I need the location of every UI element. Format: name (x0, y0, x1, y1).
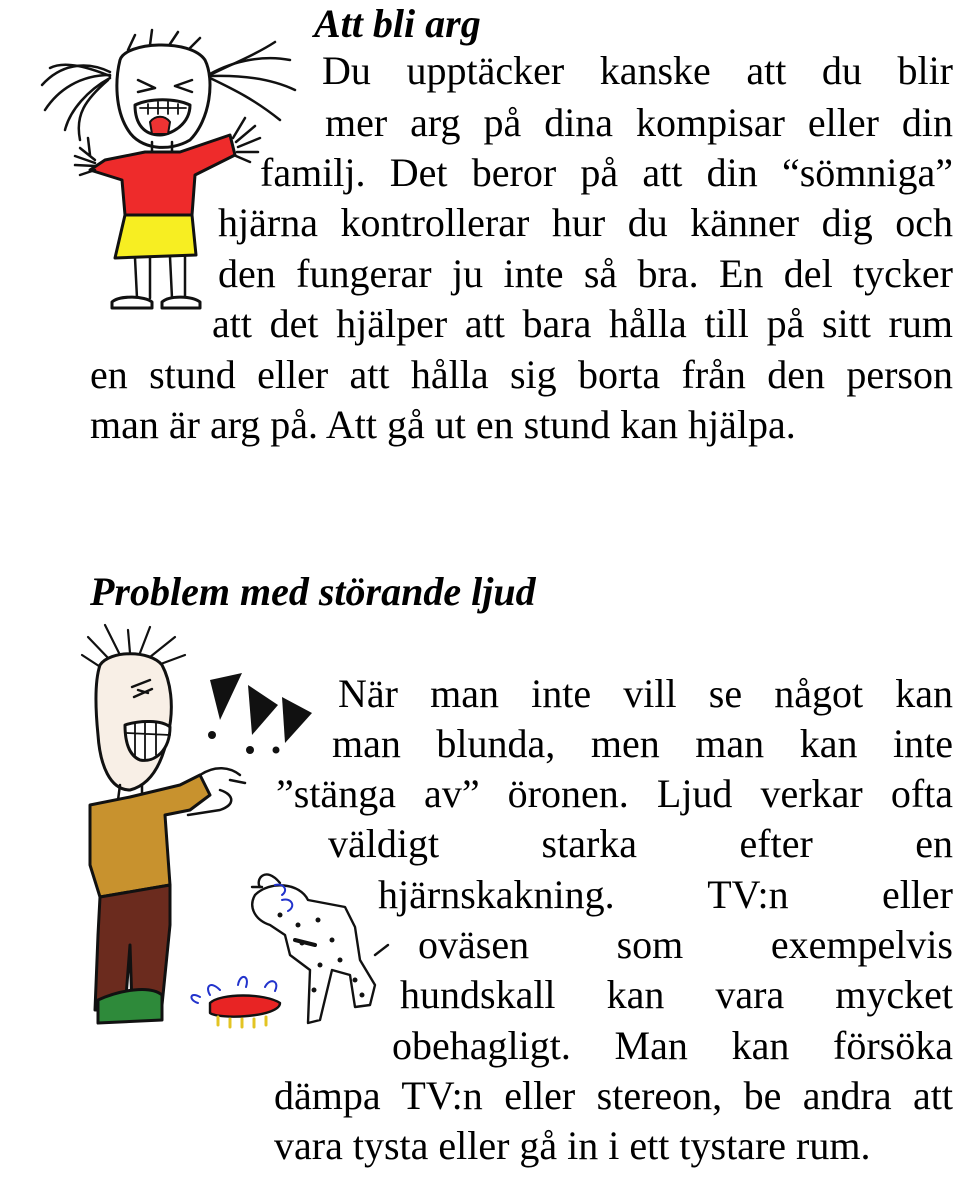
text-line: hjärnskakning. TV:n eller (378, 872, 953, 917)
text-line: man är arg på. Att gå ut en stund kan hjälpa. (90, 402, 796, 447)
text-line: att det hjälper att bara hålla till på sitt rum (212, 301, 953, 346)
right-hand (233, 118, 260, 162)
text-line: familj. Det beror på att din “sömniga” (260, 150, 953, 195)
text-line: oväsen som exempelvis (418, 922, 953, 967)
legs (135, 257, 185, 298)
exclamation-marks (208, 673, 312, 754)
text-line: Du upptäcker kanske att du blir (322, 48, 953, 93)
text-line: väldigt starka efter en (328, 821, 953, 866)
text-line: hjärna kontrollerar hur du känner dig och (218, 200, 953, 245)
text-line: ”stänga av” öronen. Ljud verkar ofta (276, 771, 953, 816)
heading-att-bli-arg: Att bli arg (314, 1, 481, 46)
text-line: hundskall kan vara mycket (400, 972, 953, 1017)
tongue (150, 117, 170, 134)
text-line: den fungerar ju inte så bra. En del tycker (218, 251, 953, 296)
text-line: vara tysta eller gå in i ett tystare rum. (274, 1123, 871, 1168)
text-line: mer arg på dina kompisar eller din (325, 100, 953, 145)
squeaky-toy (191, 977, 280, 1027)
angry-girl-illustration (40, 30, 300, 320)
shoes (112, 297, 200, 308)
heading-problem-med-storande-ljud: Problem med störande ljud (90, 569, 536, 614)
text-line: När man inte vill se något kan (338, 671, 953, 716)
mustard-shirt (90, 775, 210, 897)
text-line: man blunda, men man kan inte (332, 721, 953, 766)
text-line: obehagligt. Man kan försöka (392, 1023, 953, 1068)
text-line: dämpa TV:n eller stereon, be andra att (274, 1073, 953, 1118)
text-line: en stund eller att hålla sig borta från den person (90, 352, 953, 397)
yellow-skirt (115, 215, 196, 258)
shouting-boy-and-dog-illustration (70, 625, 400, 1045)
green-shoe (98, 990, 162, 1023)
